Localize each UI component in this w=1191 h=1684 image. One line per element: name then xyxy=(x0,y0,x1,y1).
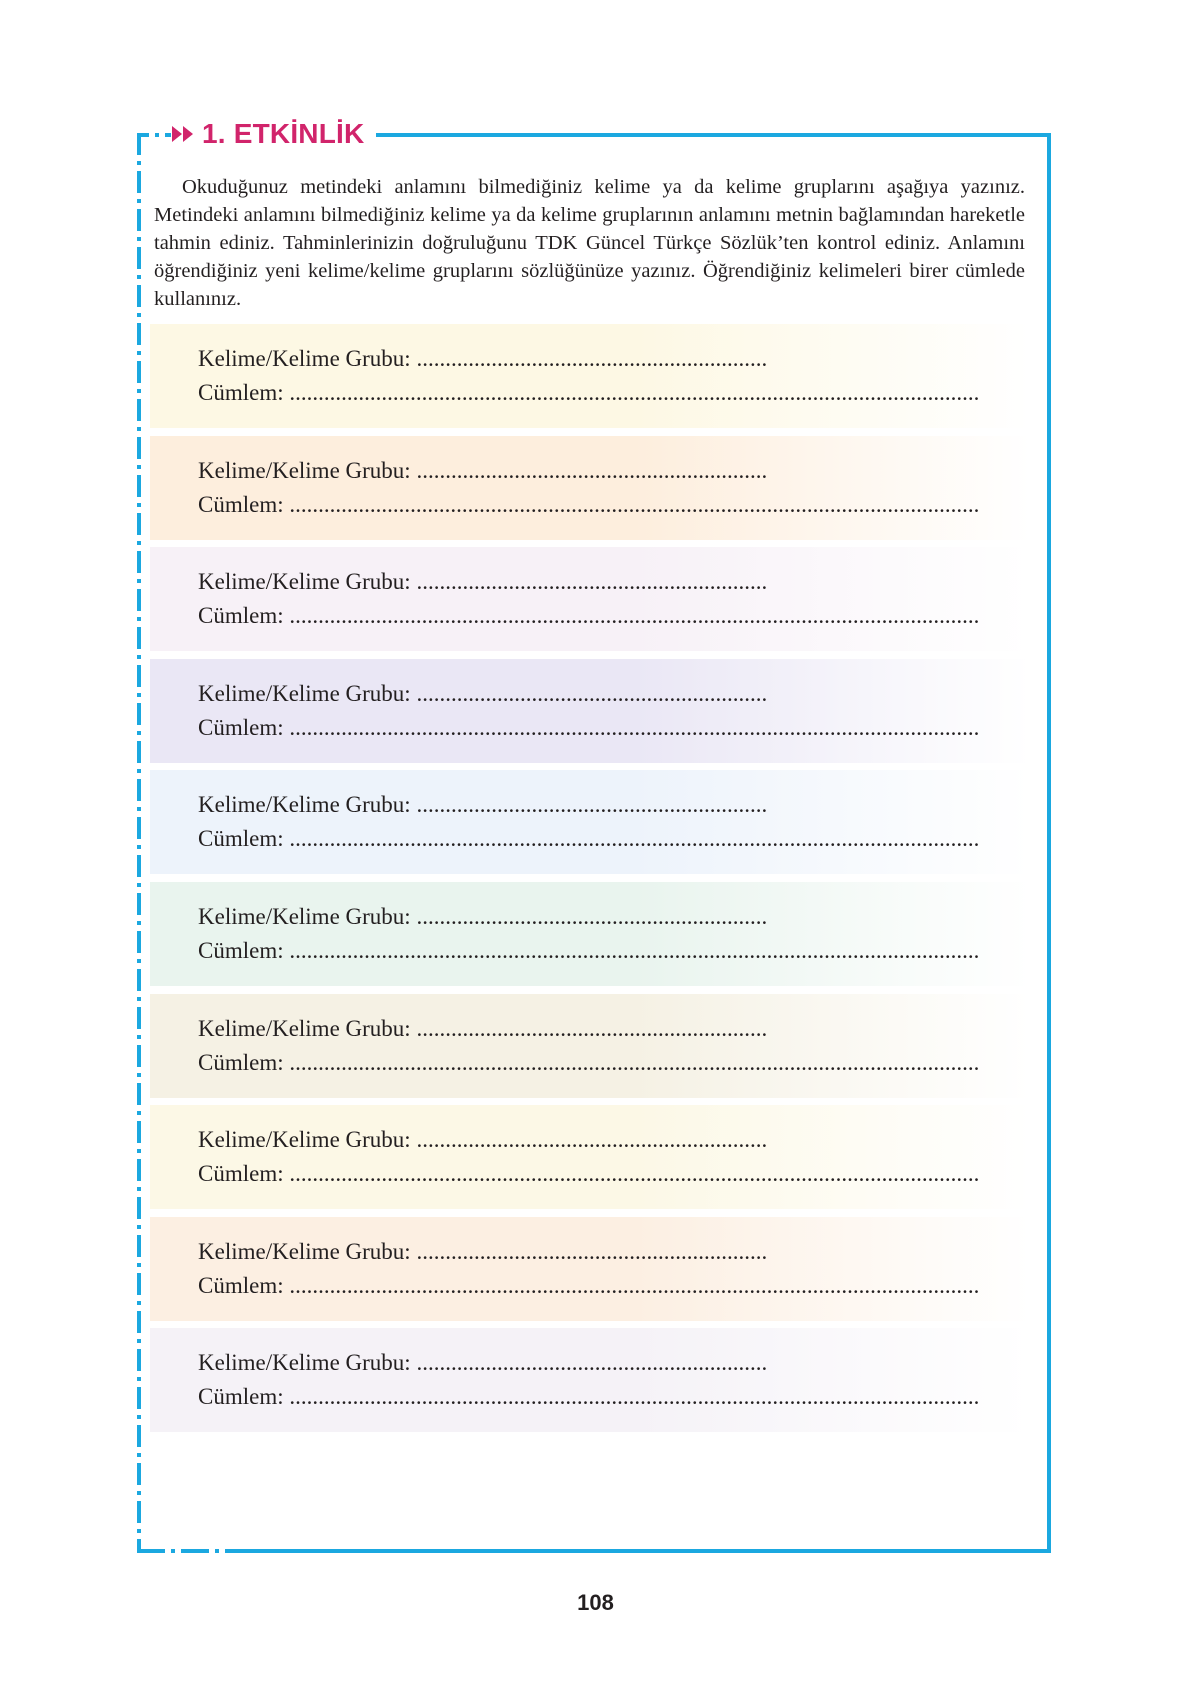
sentence-field[interactable]: Cümlem: ........................................................................................................................ xyxy=(198,715,980,740)
sentence-field[interactable]: Cümlem: ........................................................................................................................ xyxy=(198,492,980,517)
word-field[interactable]: Kelime/Kelime Grubu: ............................................................. xyxy=(198,1350,768,1375)
word-field[interactable]: Kelime/Kelime Grubu: ............................................................. xyxy=(198,569,768,594)
entry-row xyxy=(150,994,1030,1098)
entry-row xyxy=(150,882,1030,986)
page-number: 108 xyxy=(577,1590,614,1615)
sentence-field[interactable]: Cümlem: ........................................................................................................................ xyxy=(198,603,980,628)
entry-row xyxy=(150,547,1030,651)
entry-row xyxy=(150,436,1030,540)
frame-top-dashes xyxy=(137,133,171,137)
entry-row xyxy=(150,659,1030,763)
sentence-field[interactable]: Cümlem: ........................................................................................................................ xyxy=(198,1161,980,1186)
frame-bottom-dashes xyxy=(137,1549,240,1553)
entry-row xyxy=(150,1105,1030,1209)
sentence-field[interactable]: Cümlem: ........................................................................................................................ xyxy=(198,1384,980,1409)
frame-left-dashed-border xyxy=(137,133,141,1553)
sentence-field[interactable]: Cümlem: ........................................................................................................................ xyxy=(198,1273,980,1298)
activity-heading xyxy=(172,114,368,154)
entry-row xyxy=(150,1217,1030,1321)
sentence-field[interactable]: Cümlem: ........................................................................................................................ xyxy=(198,1050,980,1075)
entry-row xyxy=(150,1328,1030,1432)
word-field[interactable]: Kelime/Kelime Grubu: ............................................................. xyxy=(198,681,768,706)
word-field[interactable]: Kelime/Kelime Grubu: ............................................................. xyxy=(198,792,768,817)
word-field[interactable]: Kelime/Kelime Grubu: ............................................................. xyxy=(198,346,768,371)
word-field[interactable]: Kelime/Kelime Grubu: ............................................................. xyxy=(198,458,768,483)
entry-row xyxy=(150,770,1030,874)
sentence-field[interactable]: Cümlem: ........................................................................................................................ xyxy=(198,826,980,851)
double-arrow-icon xyxy=(172,126,194,142)
word-field[interactable]: Kelime/Kelime Grubu: ............................................................. xyxy=(198,1239,768,1264)
activity-instructions: Okuduğunuz metindeki anlamını bilmediğiniz kelime ya da kelime gruplarını aşağıya yazınız. Metindeki anlamını bilmediğiniz kelime ya da kelime gruplarının anlamını metnin bağlamından hareketle tahmin ediniz. Tahminlerinizin doğruluğunu TDK Güncel Türkçe Sözlük’ten kontrol ediniz. Anlamını öğrendiğiniz yeni kelime/kelime gruplarını sözlüğünüze yazınız. Öğrendiğiniz kelimeleri birer cümlede kullanınız. xyxy=(154,176,1025,310)
activity-title: 1. ETKİNLİK xyxy=(202,118,365,149)
frame-right-border xyxy=(1047,133,1051,1553)
frame-bottom-border xyxy=(240,1549,1051,1553)
word-field[interactable]: Kelime/Kelime Grubu: ............................................................. xyxy=(198,1016,768,1041)
frame-top-border xyxy=(376,133,1051,137)
entry-row xyxy=(150,324,1030,428)
word-field[interactable]: Kelime/Kelime Grubu: ............................................................. xyxy=(198,1127,768,1152)
sentence-field[interactable]: Cümlem: ........................................................................................................................ xyxy=(198,380,980,405)
word-field[interactable]: Kelime/Kelime Grubu: ............................................................. xyxy=(198,904,768,929)
sentence-field[interactable]: Cümlem: ........................................................................................................................ xyxy=(198,938,980,963)
